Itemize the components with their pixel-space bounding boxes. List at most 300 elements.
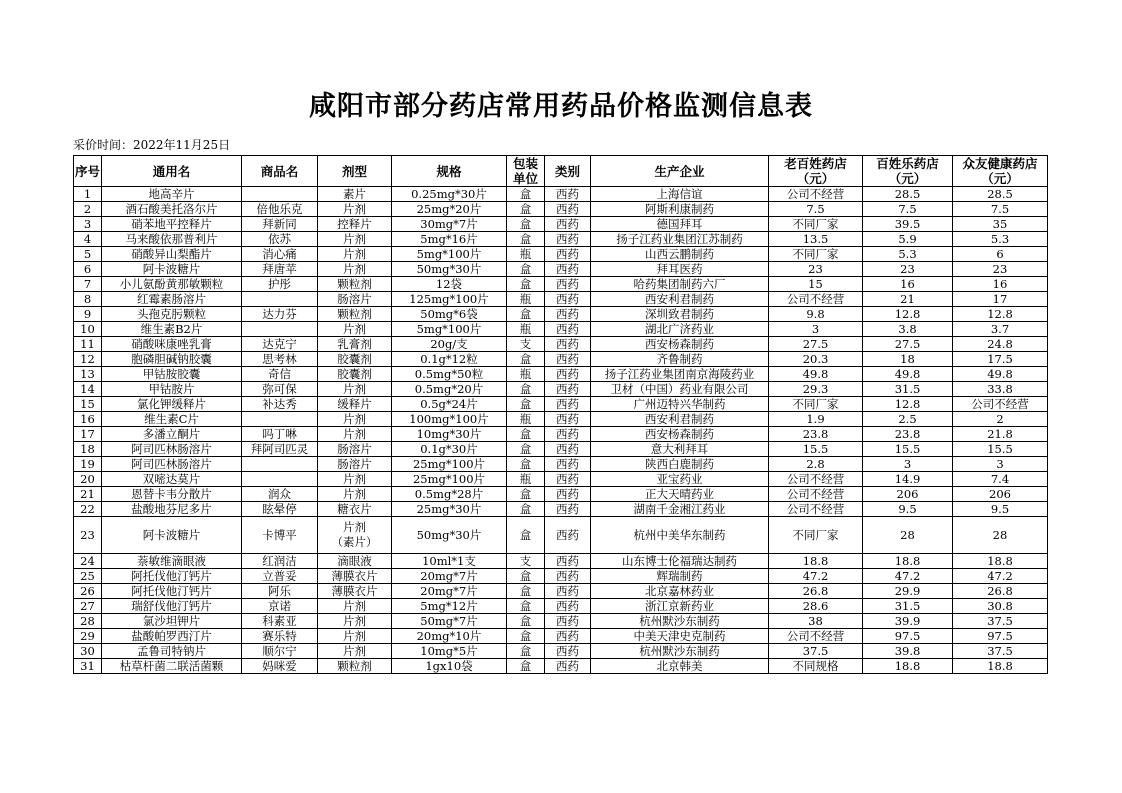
- cell-brand: 达力芬: [242, 307, 318, 322]
- cell-unit: 盒: [507, 584, 545, 599]
- cell-category: 西药: [545, 367, 591, 382]
- cell-category: 西药: [545, 502, 591, 517]
- cell-spec: 25mg*30片: [392, 502, 507, 517]
- cell-price-store2: 7.5: [863, 202, 953, 217]
- cell-brand: 拜唐苹: [242, 262, 318, 277]
- cell-generic: 阿托伐他汀钙片: [102, 569, 242, 584]
- cell-spec: 12袋: [392, 277, 507, 292]
- cell-category: 西药: [545, 442, 591, 457]
- cell-price-store2: 49.8: [863, 367, 953, 382]
- cell-price-store2: 18.8: [863, 659, 953, 674]
- cell-no: 21: [74, 487, 102, 502]
- cell-brand: [242, 292, 318, 307]
- cell-spec: 25mg*100片: [392, 472, 507, 487]
- cell-spec: 20g/支: [392, 337, 507, 352]
- cell-price-store2: 23: [863, 262, 953, 277]
- cell-spec: 50mg*30片: [392, 517, 507, 554]
- cell-no: 18: [74, 442, 102, 457]
- cell-price-store1: 13.5: [769, 232, 863, 247]
- table-row: [74, 217, 1048, 232]
- table-row: [74, 442, 1048, 457]
- cell-unit: 盒: [507, 262, 545, 277]
- cell-maker: 西安利君制药: [591, 412, 769, 427]
- cell-price-store1: 不同厂家: [769, 397, 863, 412]
- cell-unit: 盒: [507, 659, 545, 674]
- cell-brand: 拜阿司匹灵: [242, 442, 318, 457]
- cell-spec: 10mg*30片: [392, 427, 507, 442]
- header-pack-2: 单位: [507, 171, 545, 187]
- header-category: 类别: [545, 156, 591, 187]
- cell-price-store2: 97.5: [863, 629, 953, 644]
- cell-form: 素片: [318, 187, 392, 202]
- cell-form: 缓释片: [318, 397, 392, 412]
- header-maker: 生产企业: [591, 156, 769, 187]
- cell-unit: 瓶: [507, 292, 545, 307]
- cell-price-store1: 公司不经营: [769, 487, 863, 502]
- table-row: [74, 502, 1048, 517]
- header-store2-1: 百姓乐药店: [863, 156, 953, 172]
- cell-form: 肠溶片: [318, 292, 392, 307]
- cell-spec: 0.5mg*50粒: [392, 367, 507, 382]
- cell-category: 西药: [545, 457, 591, 472]
- cell-form: 胶囊剂: [318, 367, 392, 382]
- table-row: [74, 584, 1048, 599]
- cell-brand: 补达秀: [242, 397, 318, 412]
- cell-no: 3: [74, 217, 102, 232]
- cell-price-store1: 公司不经营: [769, 472, 863, 487]
- cell-spec: 10ml*1支: [392, 554, 507, 569]
- cell-price-store3: 30.8: [953, 599, 1048, 614]
- cell-unit: 盒: [507, 457, 545, 472]
- cell-price-store2: 31.5: [863, 599, 953, 614]
- cell-unit: 盒: [507, 644, 545, 659]
- cell-no: 12: [74, 352, 102, 367]
- cell-unit: 盒: [507, 502, 545, 517]
- cell-category: 西药: [545, 554, 591, 569]
- header-form: 剂型: [318, 156, 392, 187]
- cell-maker: 湖南千金湘江药业: [591, 502, 769, 517]
- cell-maker: 湖北广济药业: [591, 322, 769, 337]
- cell-price-store2: 206: [863, 487, 953, 502]
- cell-generic: 红霉素肠溶片: [102, 292, 242, 307]
- cell-price-store2: 39.9: [863, 614, 953, 629]
- cell-form: 乳膏剂: [318, 337, 392, 352]
- cell-no: 30: [74, 644, 102, 659]
- cell-price-store2: 12.8: [863, 307, 953, 322]
- cell-generic: 阿卡波糖片: [102, 517, 242, 554]
- cell-price-store1: 28.6: [769, 599, 863, 614]
- cell-price-store3: 6: [953, 247, 1048, 262]
- table-row: [74, 614, 1048, 629]
- cell-form: 片剂: [318, 202, 392, 217]
- cell-unit: 盒: [507, 517, 545, 554]
- table-row: [74, 292, 1048, 307]
- cell-brand: 吗丁啉: [242, 427, 318, 442]
- cell-generic: 硝苯地平控释片: [102, 217, 242, 232]
- cell-form: [318, 517, 392, 554]
- cell-price-store3: 12.8: [953, 307, 1048, 322]
- cell-brand: 红润洁: [242, 554, 318, 569]
- cell-price-store3: 33.8: [953, 382, 1048, 397]
- cell-unit: 支: [507, 337, 545, 352]
- cell-spec: 5mg*100片: [392, 247, 507, 262]
- header-store3-1: 众友健康药店: [953, 156, 1048, 172]
- cell-category: 西药: [545, 517, 591, 554]
- cell-price-store3: 23: [953, 262, 1048, 277]
- cell-price-store2: 47.2: [863, 569, 953, 584]
- cell-no: 13: [74, 367, 102, 382]
- cell-generic: 甲钴胺胶囊: [102, 367, 242, 382]
- cell-price-store3: 17.5: [953, 352, 1048, 367]
- cell-price-store1: 9.8: [769, 307, 863, 322]
- cell-generic: 硝酸咪康唑乳膏: [102, 337, 242, 352]
- cell-category: 西药: [545, 247, 591, 262]
- cell-unit: 瓶: [507, 412, 545, 427]
- cell-generic: 小儿氨酚黄那敏颗粒: [102, 277, 242, 292]
- cell-unit: 盒: [507, 599, 545, 614]
- cell-no: 10: [74, 322, 102, 337]
- cell-maker: 西安杨森制药: [591, 337, 769, 352]
- cell-generic: 地高辛片: [102, 187, 242, 202]
- cell-price-store2: 9.5: [863, 502, 953, 517]
- cell-generic: 氯沙坦钾片: [102, 614, 242, 629]
- cell-price-store2: 5.3: [863, 247, 953, 262]
- table-row: [74, 554, 1048, 569]
- cell-spec: 25mg*20片: [392, 202, 507, 217]
- cell-generic: 胞磷胆碱钠胶囊: [102, 352, 242, 367]
- cell-price-store3: 21.8: [953, 427, 1048, 442]
- cell-category: 西药: [545, 584, 591, 599]
- cell-brand: 京诺: [242, 599, 318, 614]
- cell-price-store3: 24.8: [953, 337, 1048, 352]
- cell-maker: 齐鲁制药: [591, 352, 769, 367]
- cell-brand: 拜新同: [242, 217, 318, 232]
- cell-price-store3: 18.8: [953, 554, 1048, 569]
- cell-price-store3: 17: [953, 292, 1048, 307]
- cell-spec: 50mg*7片: [392, 614, 507, 629]
- cell-form: 肠溶片: [318, 442, 392, 457]
- cell-price-store3: 97.5: [953, 629, 1048, 644]
- cell-price-store1: 49.8: [769, 367, 863, 382]
- cell-price-store2: 18.8: [863, 554, 953, 569]
- header-store2-2: （元）: [863, 171, 953, 187]
- table-row: [74, 232, 1048, 247]
- table-row: [74, 322, 1048, 337]
- cell-price-store2: 3.8: [863, 322, 953, 337]
- cell-unit: 支: [507, 554, 545, 569]
- cell-spec: 5mg*12片: [392, 599, 507, 614]
- table-row: [74, 427, 1048, 442]
- header-row: [74, 156, 1048, 172]
- header-no: 序号: [74, 156, 102, 187]
- cell-price-store2: 28: [863, 517, 953, 554]
- cell-form: 片剂: [318, 472, 392, 487]
- cell-category: 西药: [545, 352, 591, 367]
- cell-price-store1: 公司不经营: [769, 292, 863, 307]
- cell-unit: 瓶: [507, 322, 545, 337]
- cell-unit: 盒: [507, 277, 545, 292]
- cell-generic: 酒石酸美托洛尔片: [102, 202, 242, 217]
- table-row: [74, 382, 1048, 397]
- cell-price-store1: 公司不经营: [769, 629, 863, 644]
- cell-price-store1: 3: [769, 322, 863, 337]
- cell-no: 14: [74, 382, 102, 397]
- cell-brand: 立普妥: [242, 569, 318, 584]
- cell-form: 片剂: [318, 487, 392, 502]
- table-row: [74, 412, 1048, 427]
- cell-form: 颗粒剂: [318, 307, 392, 322]
- table-row: [74, 457, 1048, 472]
- header-brand: 商品名: [242, 156, 318, 187]
- cell-maker: 正大天晴药业: [591, 487, 769, 502]
- cell-maker: 山西云鹏制药: [591, 247, 769, 262]
- table-row: [74, 352, 1048, 367]
- cell-price-store2: 28.5: [863, 187, 953, 202]
- table-row: [74, 337, 1048, 352]
- cell-brand: 依苏: [242, 232, 318, 247]
- cell-form: 片剂: [318, 247, 392, 262]
- cell-unit: 盒: [507, 202, 545, 217]
- cell-price-store3: 206: [953, 487, 1048, 502]
- header-spec: 规格: [392, 156, 507, 187]
- cell-price-store2: 3: [863, 457, 953, 472]
- table-row: [74, 277, 1048, 292]
- cell-maker: 广州迈特兴华制药: [591, 397, 769, 412]
- cell-price-store3: 15.5: [953, 442, 1048, 457]
- cell-price-store3: 37.5: [953, 644, 1048, 659]
- cell-category: 西药: [545, 307, 591, 322]
- cell-no: 28: [74, 614, 102, 629]
- cell-category: 西药: [545, 292, 591, 307]
- cell-no: 22: [74, 502, 102, 517]
- cell-generic: 瑞舒伐他汀钙片: [102, 599, 242, 614]
- table-row: [74, 187, 1048, 202]
- cell-form: 片剂: [318, 262, 392, 277]
- cell-price-store3: 2: [953, 412, 1048, 427]
- cell-spec: 10mg*5片: [392, 644, 507, 659]
- cell-price-store3: 28.5: [953, 187, 1048, 202]
- cell-spec: 0.5mg*20片: [392, 382, 507, 397]
- cell-maker: 山东博士伦福瑞达制药: [591, 554, 769, 569]
- table-row: [74, 202, 1048, 217]
- cell-spec: 0.5mg*28片: [392, 487, 507, 502]
- cell-price-store2: 23.8: [863, 427, 953, 442]
- cell-spec: 125mg*100片: [392, 292, 507, 307]
- cell-spec: 50mg*6袋: [392, 307, 507, 322]
- cell-generic: 双嘧达莫片: [102, 472, 242, 487]
- cell-category: 西药: [545, 412, 591, 427]
- cell-maker: 扬子江药业集团南京海陵药业: [591, 367, 769, 382]
- cell-generic: 硝酸异山梨酯片: [102, 247, 242, 262]
- cell-price-store3: 35: [953, 217, 1048, 232]
- cell-price-store1: 47.2: [769, 569, 863, 584]
- cell-spec: 30mg*7片: [392, 217, 507, 232]
- cell-spec: 20mg*7片: [392, 569, 507, 584]
- cell-generic: 盐酸地芬尼多片: [102, 502, 242, 517]
- cell-price-store1: 38: [769, 614, 863, 629]
- cell-unit: 瓶: [507, 367, 545, 382]
- cell-generic: 甲钴胺片: [102, 382, 242, 397]
- cell-brand: 润众: [242, 487, 318, 502]
- cell-maker: 陕西白鹿制药: [591, 457, 769, 472]
- cell-price-store2: 12.8: [863, 397, 953, 412]
- cell-brand: [242, 457, 318, 472]
- table-row: [74, 397, 1048, 412]
- cell-price-store1: 不同规格: [769, 659, 863, 674]
- table-row: [74, 262, 1048, 277]
- cell-spec: 1gx10袋: [392, 659, 507, 674]
- cell-price-store1: 不同厂家: [769, 217, 863, 232]
- cell-price-store1: 15.5: [769, 442, 863, 457]
- cell-category: 西药: [545, 614, 591, 629]
- cell-price-store2: 14.9: [863, 472, 953, 487]
- cell-price-store3: 9.5: [953, 502, 1048, 517]
- cell-category: 西药: [545, 337, 591, 352]
- cell-category: 西药: [545, 629, 591, 644]
- cell-price-store1: 26.8: [769, 584, 863, 599]
- cell-generic: 盐酸帕罗西汀片: [102, 629, 242, 644]
- cell-unit: 盒: [507, 569, 545, 584]
- cell-brand: 妈咪爱: [242, 659, 318, 674]
- cell-unit: 盒: [507, 217, 545, 232]
- cell-spec: 5mg*100片: [392, 322, 507, 337]
- cell-price-store2: 21: [863, 292, 953, 307]
- cell-price-store1: 23.8: [769, 427, 863, 442]
- cell-category: 西药: [545, 217, 591, 232]
- cell-maker: 杭州默沙东制药: [591, 644, 769, 659]
- cell-spec: 20mg*7片: [392, 584, 507, 599]
- cell-generic: 马来酸依那普利片: [102, 232, 242, 247]
- cell-maker: 深圳致君制药: [591, 307, 769, 322]
- cell-price-store3: 47.2: [953, 569, 1048, 584]
- cell-brand: 消心痛: [242, 247, 318, 262]
- cell-maker: 上海信谊: [591, 187, 769, 202]
- cell-maker: 北京韩美: [591, 659, 769, 674]
- cell-unit: 盒: [507, 629, 545, 644]
- cell-unit: 瓶: [507, 247, 545, 262]
- cell-price-store3: 公司不经营: [953, 397, 1048, 412]
- cell-unit: 瓶: [507, 472, 545, 487]
- cell-form: 薄膜衣片: [318, 569, 392, 584]
- cell-category: 西药: [545, 277, 591, 292]
- cell-price-store2: 27.5: [863, 337, 953, 352]
- cell-no: 20: [74, 472, 102, 487]
- cell-brand: [242, 472, 318, 487]
- page-title: 咸阳市部分药店常用药品价格监测信息表: [309, 91, 813, 122]
- cell-unit: 盒: [507, 614, 545, 629]
- cell-unit: 盒: [507, 487, 545, 502]
- cell-unit: 盒: [507, 397, 545, 412]
- cell-no: 29: [74, 629, 102, 644]
- cell-price-store2: 5.9: [863, 232, 953, 247]
- cell-maker: 卫材（中国）药业有限公司: [591, 382, 769, 397]
- cell-brand: 眩晕停: [242, 502, 318, 517]
- cell-generic: 多潘立酮片: [102, 427, 242, 442]
- table-row: [74, 367, 1048, 382]
- cell-no: 11: [74, 337, 102, 352]
- cell-category: 西药: [545, 187, 591, 202]
- cell-spec: 20mg*10片: [392, 629, 507, 644]
- cell-price-store2: 29.9: [863, 584, 953, 599]
- cell-price-store1: 2.8: [769, 457, 863, 472]
- header-store3-2: （元）: [953, 171, 1048, 187]
- cell-price-store1: 公司不经营: [769, 187, 863, 202]
- cell-generic: 氯化钾缓释片: [102, 397, 242, 412]
- cell-category: 西药: [545, 487, 591, 502]
- cell-category: 西药: [545, 569, 591, 584]
- cell-unit: 盒: [507, 232, 545, 247]
- cell-form: 片剂: [318, 629, 392, 644]
- cell-maker: 西安杨森制药: [591, 427, 769, 442]
- table-row: [74, 569, 1048, 584]
- cell-unit: 盒: [507, 307, 545, 322]
- cell-category: 西药: [545, 427, 591, 442]
- cell-price-store3: 49.8: [953, 367, 1048, 382]
- cell-generic: 阿司匹林肠溶片: [102, 457, 242, 472]
- cell-price-store3: 7.4: [953, 472, 1048, 487]
- cell-price-store2: 16: [863, 277, 953, 292]
- cell-no: 17: [74, 427, 102, 442]
- cell-brand: 赛乐特: [242, 629, 318, 644]
- cell-spec: 0.1g*12粒: [392, 352, 507, 367]
- collect-date: 采价时间：2022年11月25日: [73, 138, 231, 152]
- cell-no: 9: [74, 307, 102, 322]
- cell-no: 6: [74, 262, 102, 277]
- cell-category: 西药: [545, 382, 591, 397]
- cell-price-store3: 28: [953, 517, 1048, 554]
- cell-brand: 倍他乐克: [242, 202, 318, 217]
- cell-category: 西药: [545, 322, 591, 337]
- cell-form: 片剂: [318, 382, 392, 397]
- cell-form-line: （素片）: [331, 535, 378, 549]
- cell-price-store1: 27.5: [769, 337, 863, 352]
- cell-generic: 阿卡波糖片: [102, 262, 242, 277]
- cell-spec: 0.25mg*30片: [392, 187, 507, 202]
- cell-maker: 亚宝药业: [591, 472, 769, 487]
- table-row: [74, 517, 1048, 554]
- cell-no: 8: [74, 292, 102, 307]
- cell-category: 西药: [545, 262, 591, 277]
- cell-maker: 辉瑞制药: [591, 569, 769, 584]
- cell-form: 薄膜衣片: [318, 584, 392, 599]
- cell-price-store2: 39.5: [863, 217, 953, 232]
- cell-brand: 科素亚: [242, 614, 318, 629]
- cell-brand: 护彤: [242, 277, 318, 292]
- cell-generic: 维生素C片: [102, 412, 242, 427]
- cell-generic: 萘敏维滴眼液: [102, 554, 242, 569]
- cell-price-store2: 15.5: [863, 442, 953, 457]
- header-store1-2: （元）: [769, 171, 863, 187]
- cell-maker: 浙江京新药业: [591, 599, 769, 614]
- cell-category: 西药: [545, 202, 591, 217]
- cell-generic: 维生素B2片: [102, 322, 242, 337]
- cell-category: 西药: [545, 232, 591, 247]
- cell-price-store1: 1.9: [769, 412, 863, 427]
- cell-form: 片剂: [318, 232, 392, 247]
- cell-price-store3: 26.8: [953, 584, 1048, 599]
- cell-price-store2: 31.5: [863, 382, 953, 397]
- table-row: [74, 487, 1048, 502]
- cell-brand: 达克宁: [242, 337, 318, 352]
- cell-no: 15: [74, 397, 102, 412]
- header-generic: 通用名: [102, 156, 242, 187]
- cell-price-store1: 不同厂家: [769, 247, 863, 262]
- cell-no: 1: [74, 187, 102, 202]
- table-body: [74, 187, 1048, 674]
- cell-no: 5: [74, 247, 102, 262]
- cell-no: 31: [74, 659, 102, 674]
- cell-brand: [242, 412, 318, 427]
